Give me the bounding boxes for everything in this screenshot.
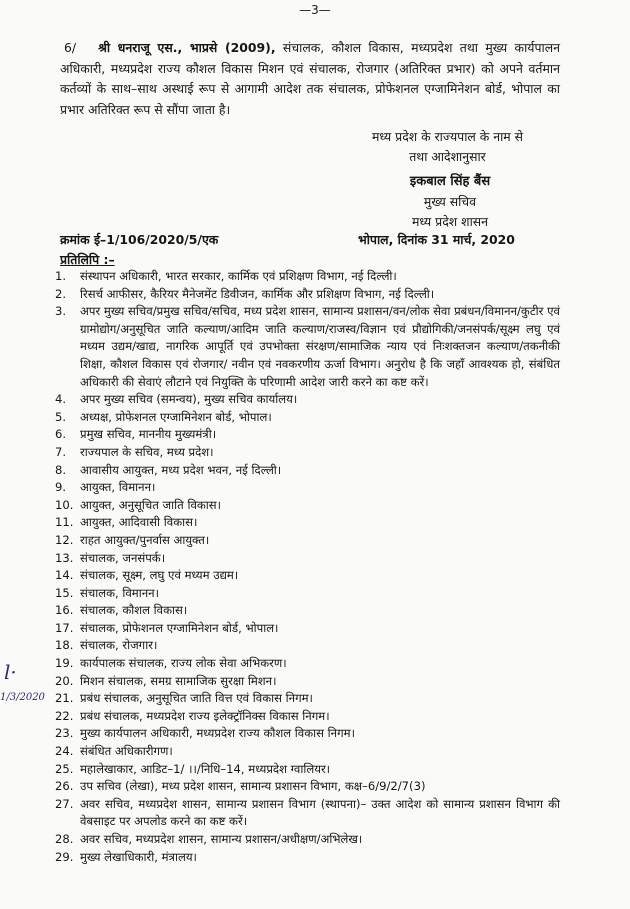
handwritten-mark: l· bbox=[4, 660, 17, 684]
signatory-office: मध्य प्रदेश शासन bbox=[411, 214, 489, 229]
copy-list-item bbox=[55, 497, 560, 515]
copy-item-number: 24. bbox=[55, 744, 74, 759]
copy-item-number: 1. bbox=[55, 269, 67, 283]
copy-list-item bbox=[55, 567, 560, 585]
copy-item-text: संचालक, सूक्ष्म, लघु एवं मध्यम उद्यम। bbox=[80, 568, 239, 583]
copy-item-text: अवर सचिव, मध्यप्रदेश शासन, सामान्य प्रशासन विभाग (स्थापना)– उक्त आदेश को सामान्य प्रशासन विभाग की वेबसाइट पर अपलोड करने का कष्ट करें। bbox=[80, 796, 560, 829]
copy-item-text: संचालक, कौशल विकास। bbox=[80, 603, 188, 618]
copy-list-item bbox=[55, 849, 560, 867]
copy-item-text: मिशन संचालक, समग्र सामाजिक सुरक्षा मिशन। bbox=[80, 673, 277, 688]
paragraph-text: संचालक, कौशल विकास, मध्यप्रदेश तथा मुख्य कार्यपालन अधिकारी, मध्यप्रदेश राज्य कौशल विकास मिशन एवं संचालक, रोजगार (अतिरिक्त प्रभार) को अपने वर्तमान कर्तव्यों के साथ–साथ अस्थाई रूप से आगामी आदेश तक संचालक, प्रोफेशनल एग्जामिनेशन बोर्ड, भोपाल का प्रभार अतिरिक्त रूप से सौंपा जाता है। bbox=[60, 40, 560, 117]
copy-list-item bbox=[55, 831, 560, 849]
copy-list-item bbox=[55, 514, 560, 532]
copy-item-number: 5. bbox=[55, 409, 67, 424]
order-line-2: तथा आदेशानुसार bbox=[409, 149, 486, 164]
copy-item-number: 28. bbox=[55, 832, 74, 846]
copy-item-text: रिसर्च आफीसर, कैरियर मैनेजमेंट डिवीजन, कार्मिक और प्रशिक्षण विभाग, नई दिल्ली। bbox=[80, 286, 435, 301]
copy-item-number: 12. bbox=[55, 532, 74, 547]
copy-list-item bbox=[55, 725, 560, 743]
order-authority bbox=[335, 127, 560, 167]
order-line-1: मध्य प्रदेश के राज्यपाल के नाम से bbox=[371, 129, 524, 144]
copy-list-item bbox=[55, 743, 560, 761]
copy-item-number: 8. bbox=[55, 462, 67, 477]
paragraph-number: 6/ bbox=[64, 40, 77, 55]
copy-item-number: 13. bbox=[55, 550, 74, 565]
copy-list-item bbox=[55, 761, 560, 779]
copy-item-number: 2. bbox=[55, 286, 67, 301]
copy-list-item bbox=[55, 585, 560, 603]
copy-item-number: 29. bbox=[55, 849, 74, 864]
copy-list-item bbox=[55, 690, 560, 708]
copy-item-number: 18. bbox=[55, 638, 74, 653]
signatory-name: इकबाल सिंह बैंस bbox=[409, 174, 491, 189]
copy-item-text: संचालक, प्रोफेशनल एग्जामिनेशन बोर्ड, भोपाल। bbox=[80, 620, 279, 635]
copy-item-text: प्रमुख सचिव, माननीय मुख्यमंत्री। bbox=[80, 427, 217, 442]
page-number: —3— bbox=[299, 3, 331, 17]
copy-heading: प्रतिलिपि :– bbox=[60, 252, 115, 267]
copy-item-text: संचालक, रोजगार। bbox=[80, 638, 158, 653]
copy-item-number: 15. bbox=[55, 585, 74, 600]
copy-list-item bbox=[55, 426, 560, 444]
copy-item-text: प्रबंध संचालक, मध्यप्रदेश राज्य इलेक्ट्रॉनिक्स विकास निगम। bbox=[80, 708, 330, 723]
copy-item-text: कार्यपालक संचालक, राज्य लोक सेवा अभिकरण। bbox=[80, 656, 287, 671]
copy-item-number: 26. bbox=[55, 779, 74, 794]
copy-list bbox=[55, 268, 560, 866]
copy-item-text: आयुक्त, अनुसूचित जाति विकास। bbox=[80, 497, 222, 512]
copy-item-number: 9. bbox=[55, 480, 67, 495]
copy-item-text: महालेखाकार, आडिट–1/ ।।/निधि–14, मध्यप्रदेश ग्वालियर। bbox=[80, 761, 331, 776]
copy-list-item bbox=[55, 391, 560, 409]
signatory-block bbox=[380, 172, 520, 232]
copy-item-number: 25. bbox=[55, 761, 74, 776]
copy-item-text: राहत आयुक्त/पुनर्वास आयुक्त। bbox=[80, 532, 210, 547]
copy-list-item bbox=[55, 620, 560, 638]
copy-item-text: मुख्य लेखाधिकारी, मंत्रालय। bbox=[80, 849, 197, 864]
copy-item-text: मुख्य कार्यपालन अधिकारी, मध्यप्रदेश राज्य कौशल विकास निगम। bbox=[80, 726, 355, 741]
officer-name: श्री धनराजू एस., भाप्रसे (2009), bbox=[98, 40, 276, 55]
copy-item-text: अवर सचिव, मध्यप्रदेश शासन, सामान्य प्रशासन/अधीक्षण/अभिलेख। bbox=[80, 832, 363, 846]
copy-list-item bbox=[55, 444, 560, 462]
signatory-designation: मुख्य सचिव bbox=[423, 194, 477, 209]
copy-list-item bbox=[55, 673, 560, 691]
copy-list-item bbox=[55, 602, 560, 620]
order-paragraph bbox=[60, 38, 560, 120]
copy-item-text: उप सचिव (लेखा), मध्य प्रदेश शासन, सामान्य प्रशासन विभाग, कक्ष–6/9/2/7(3) bbox=[80, 779, 426, 794]
copy-item-text: आयुक्त, विमानन। bbox=[80, 480, 156, 495]
copy-list-item bbox=[55, 286, 560, 304]
copy-item-text: राज्यपाल के सचिव, मध्य प्रदेश। bbox=[80, 444, 214, 459]
copy-list-item bbox=[55, 655, 560, 673]
copy-item-number: 14. bbox=[55, 568, 74, 583]
copy-item-text: आयुक्त, आदिवासी विकास। bbox=[80, 515, 198, 530]
copy-list-item bbox=[55, 637, 560, 655]
copy-list-item bbox=[55, 409, 560, 427]
reference-number: क्रमांक ई–1/106/2020/5/एक bbox=[60, 232, 219, 247]
copy-item-number: 7. bbox=[55, 444, 67, 459]
copy-item-number: 23. bbox=[55, 726, 74, 741]
copy-item-number: 17. bbox=[55, 620, 74, 635]
copy-item-text: संचालक, विमानन। bbox=[80, 585, 159, 600]
place-date: भोपाल, दिनांक 31 मार्च, 2020 bbox=[358, 232, 515, 247]
copy-item-number: 21. bbox=[55, 691, 74, 706]
copy-item-number: 22. bbox=[55, 708, 74, 723]
copy-item-text: संस्थापन अधिकारी, भारत सरकार, कार्मिक एवं प्रशिक्षण विभाग, नई दिल्ली। bbox=[80, 269, 397, 283]
copy-item-number: 11. bbox=[55, 515, 74, 530]
copy-list-item bbox=[55, 303, 560, 391]
copy-item-text: संचालक, जनसंपर्क। bbox=[80, 550, 166, 565]
copy-item-number: 4. bbox=[55, 392, 67, 407]
copy-item-number: 3. bbox=[55, 304, 67, 319]
copy-list-item bbox=[55, 479, 560, 497]
copy-list-item bbox=[55, 268, 560, 286]
copy-item-number: 20. bbox=[55, 673, 74, 688]
copy-item-text: प्रबंध संचालक, अनुसूचित जाति वित्त एवं विकास निगम। bbox=[80, 691, 313, 706]
copy-item-text: अपर मुख्य सचिव/प्रमुख सचिव/सचिव, मध्य प्रदेश शासन, सामान्य प्रशासन/वन/लोक सेवा प्रबंधन/विमानन/कुटीर एवं ग्रामोद्योग/अनुसूचित जाति कल्याण/आदिम जाति कल्याण/राजस्व/विज्ञान एवं प्रौद्योगिकी/जनसंपर्क/सूक्ष्म लघु एवं मध्यम उद्यम/खाद्य, नागरिक आपूर्ति एवं उपभोक्ता संरक्षण/सामाजिक न्याय एवं निःशक्तजन कल्याण/तकनीकी शिक्षा, कौशल विकास एवं रोजगार/ नवीन एवं नवकरणीय ऊर्जा विभाग। अनुरोध है कि जहाँ आवश्यक हो, संबंधित अधिकारी की सेवाएं लौटाने एवं नियुक्ति के परिणामी आदेश जारी करने का कष्ट करें। bbox=[80, 304, 560, 389]
copy-list-item bbox=[55, 708, 560, 726]
copy-list-item bbox=[55, 462, 560, 480]
copy-item-text: अपर मुख्य सचिव (समन्वय), मुख्य सचिव कार्यालय। bbox=[80, 392, 298, 407]
copy-item-number: 19. bbox=[55, 656, 74, 671]
copy-item-number: 27. bbox=[55, 796, 74, 811]
copy-item-text: संबंधित अधिकारीगण। bbox=[80, 744, 173, 759]
copy-list-item bbox=[55, 532, 560, 550]
copy-list-item bbox=[55, 796, 560, 831]
copy-list-item bbox=[55, 778, 560, 796]
copy-item-number: 10. bbox=[55, 497, 74, 512]
copy-item-text: आवासीय आयुक्त, मध्य प्रदेश भवन, नई दिल्ली। bbox=[80, 462, 282, 477]
copy-item-text: अध्यक्ष, प्रोफेशनल एग्जामिनेशन बोर्ड, भोपाल। bbox=[80, 409, 272, 424]
copy-list-item bbox=[55, 550, 560, 568]
handwritten-date: 1/3/2020 bbox=[0, 692, 45, 703]
copy-item-number: 16. bbox=[55, 603, 74, 618]
copy-item-number: 6. bbox=[55, 427, 67, 442]
